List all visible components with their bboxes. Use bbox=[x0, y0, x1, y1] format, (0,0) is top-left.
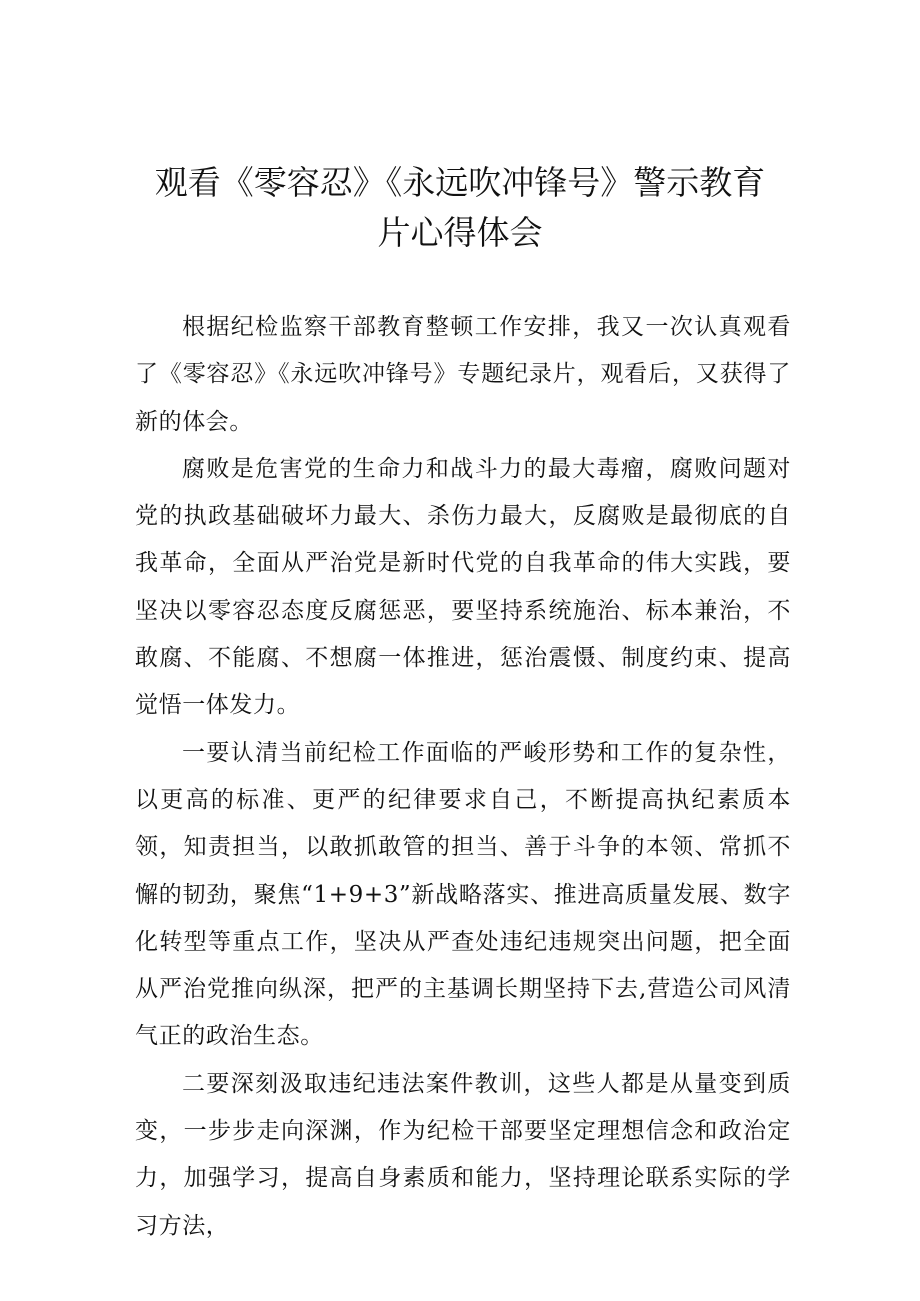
document-title bbox=[130, 158, 790, 258]
title-line-2: 片心得体会 bbox=[377, 213, 543, 252]
paragraph-corruption: 腐败是危害党的生命力和战斗力的最大毒瘤，腐败问题对党的执政基础破坏力最大、杀伤力最大，反腐败是最彻底的自我革命，全面从严治党是新时代党的自我革命的伟大实践，要坚决以零容忍态度反腐惩恶，要坚持系统施治、标本兼治，不敢腐、不能腐、不想腐一体推进，惩治震慑、制度约束、提高觉悟一体发力。 bbox=[135, 455, 791, 719]
title-line-1: 观看《零容忍》《永远吹冲锋号》警示教育 bbox=[154, 163, 766, 202]
paragraph-intro: 根据纪检监察干部教育整顿工作安排，我又一次认真观看了《零容忍》《永远吹冲锋号》专题纪录片，观看后，又获得了新的体会。 bbox=[135, 314, 791, 435]
paragraph-point-two: 二要深刻汲取违纪违法案件教训，这些人都是从量变到质变，一步步走向深渊，作为纪检干部要坚定理想信念和政治定力，加强学习，提高自身素质和能力，坚持理论联系实际的学习方法， bbox=[135, 1070, 791, 1239]
document-body bbox=[135, 304, 791, 1250]
paragraph-point-one: 一要认清当前纪检工作面临的严峻形势和工作的复杂性，以更高的标准、更严的纪律要求自己，不断提高执纪素质本领，知责担当，以敢抓敢管的担当、善于斗争的本领、常抓不懈的韧劲，聚焦“1+9+3”新战略落实、推进高质量发展、数字化转型等重点工作，坚决从严查处违纪违规突出问题，把全面从严治党推向纵深，把严的主基调长期坚持下去,营造公司风清气正的政治生态。 bbox=[135, 739, 791, 1050]
